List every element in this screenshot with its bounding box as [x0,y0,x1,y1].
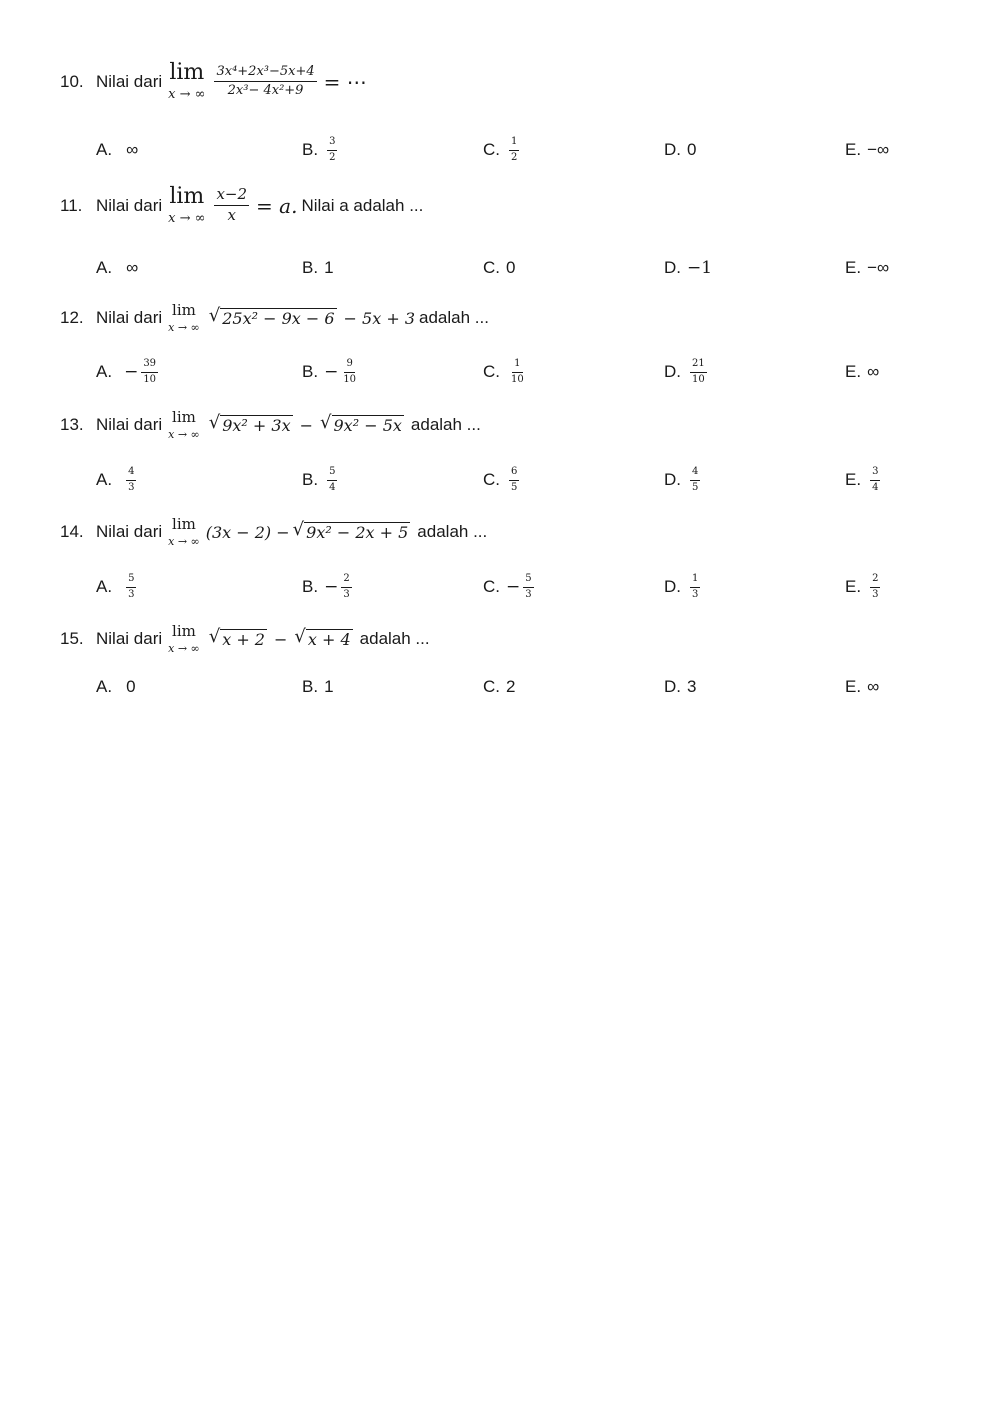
option-sign: − [324,362,339,382]
option-label: B. [302,258,319,277]
option-label: C. [483,258,500,277]
option-e[interactable] [845,248,889,288]
option-fraction [327,137,337,163]
question-15 [60,624,430,654]
limit-operator [168,186,205,225]
option-label: A. [96,577,113,596]
option-d[interactable] [664,130,696,170]
fraction-denominator: 4 [872,481,879,493]
fraction-denominator: 10 [511,373,524,385]
question-ending: adalah ... [410,415,481,434]
option-label: B. [302,362,319,381]
option-value: 2 [506,677,516,696]
question-14 [60,517,487,547]
square-root-2 [320,412,404,436]
option-value: 1 [324,258,334,277]
question-intro: Nilai dari [96,195,163,215]
option-label: E. [845,362,862,381]
option-e[interactable] [845,667,879,707]
fraction-numerator: 9 [344,359,354,373]
question-number: 14. [60,522,84,541]
option-b[interactable] [302,567,355,607]
option-fraction [690,359,707,385]
lim-subscript: x → ∞ [168,211,206,226]
option-label: C. [483,577,500,596]
option-c[interactable] [483,460,522,500]
option-fraction [509,137,519,163]
option-sign: − [124,362,139,382]
question-intro: Nilai dari [96,308,163,327]
option-fraction [341,574,351,600]
fraction-numerator: 6 [509,467,519,481]
minus-operator: − [273,629,288,649]
radical-sign-icon: √ [208,626,221,648]
radicand: x + 4 [307,630,351,650]
option-label: B. [302,140,319,159]
option-label: C. [483,140,500,159]
radicand: 9x² − 2x + 5 [306,523,409,543]
option-c[interactable] [483,248,515,288]
option-label: D. [664,362,681,381]
option-value: ∞ [126,258,139,277]
option-value: 1 [324,677,334,696]
radical-sign-icon: √ [208,305,221,327]
square-root-2 [294,626,352,650]
radical-sign-icon: √ [292,519,305,541]
limit-operator [168,410,200,440]
fraction-denominator: 10 [343,373,357,385]
options-row-14 [96,567,956,607]
fraction-numerator: 4 [690,467,700,481]
question-ending: adalah ... [417,522,488,541]
option-fraction [870,467,880,493]
question-ending: adalah ... [419,308,489,327]
square-root-1 [208,412,293,436]
option-b[interactable] [302,130,340,170]
lim-subscript: x → ∞ [168,87,206,102]
fraction-numerator: 4 [126,467,136,481]
fraction-numerator: 3 [327,137,337,151]
radicand: 9x² − 5x [333,416,402,436]
option-b[interactable] [302,460,340,500]
option-b[interactable] [302,352,361,392]
minus-operator: − [299,415,314,435]
fraction-numerator: 2 [341,574,351,588]
options-row-15 [96,667,956,707]
option-d[interactable] [664,352,710,392]
option-fraction [690,574,700,600]
option-fraction [690,467,700,493]
option-value: 0 [687,140,697,159]
fraction-numerator: 1 [512,359,522,373]
option-b[interactable] [302,248,334,288]
option-d[interactable] [664,248,712,288]
option-label: E. [845,470,862,489]
question-13 [60,410,481,440]
fraction-numerator: 39 [141,359,158,373]
option-value: 0 [506,258,516,277]
option-e[interactable] [845,352,879,392]
expression-pre: (3x − 2) − [205,522,290,542]
limit-fraction [214,65,316,97]
options-row-13 [96,460,956,500]
fraction-denominator: 3 [525,588,532,600]
option-e[interactable] [845,460,883,500]
fraction-denominator: 5 [692,481,699,493]
option-label: D. [664,140,681,159]
option-value: −1 [687,258,713,278]
option-label: C. [483,362,500,381]
option-label: E. [845,258,862,277]
question-number: 13. [60,415,84,434]
fraction-denominator: 2 [511,151,518,163]
fraction-numerator: 2 [870,574,880,588]
fraction-numerator: 3 [870,467,880,481]
fraction-numerator: 3x⁴+2x³−5x+4 [214,65,316,82]
option-fraction [126,574,136,600]
option-value: ∞ [126,140,139,159]
option-label: E. [845,577,862,596]
option-value: 0 [126,677,136,696]
option-sign: − [506,577,521,597]
option-a[interactable] [96,567,139,607]
option-label: B. [302,577,319,596]
lim-subscript: x → ∞ [168,321,200,334]
option-label: A. [96,362,113,381]
option-fraction [509,359,526,385]
limit-operator [168,303,200,333]
fraction-denominator: 4 [329,481,336,493]
question-ending: adalah ... [359,629,430,648]
option-fraction [341,359,358,385]
radicand: 25x² − 9x − 6 [222,309,335,329]
expression-rest: − 5x + 3 [343,308,415,328]
square-root-1 [208,626,267,650]
lim-word: lim [172,408,196,426]
question-number: 15. [60,629,84,648]
fraction-denominator: 10 [692,373,705,385]
option-c[interactable] [483,567,537,607]
option-label: B. [302,470,319,489]
option-label: E. [845,140,862,159]
fraction-denominator: 3 [128,588,135,600]
square-root [208,305,337,329]
lim-word: lim [169,60,205,85]
option-label: B. [302,677,319,696]
option-label: A. [96,677,113,696]
question-intro: Nilai dari [96,629,163,648]
lim-word: lim [169,184,205,209]
fraction-numerator: 21 [690,359,707,373]
options-row-10 [96,130,956,170]
fraction-numerator: 1 [690,574,700,588]
option-e[interactable] [845,567,883,607]
question-10 [60,62,367,101]
option-c[interactable] [483,352,529,392]
option-d[interactable] [664,567,703,607]
option-a[interactable] [96,460,139,500]
limit-operator [168,624,200,654]
fraction-denominator: 3 [343,588,350,600]
radicand: 9x² + 3x [222,416,291,436]
question-intro: Nilai dari [96,71,163,91]
lim-word: lim [172,301,196,319]
option-a[interactable] [96,130,138,170]
lim-word: lim [172,622,196,640]
option-a[interactable] [96,667,136,707]
option-c[interactable] [483,667,515,707]
option-label: D. [664,258,681,277]
square-root [292,519,411,543]
option-label: D. [664,677,681,696]
option-c[interactable] [483,130,522,170]
fraction-numerator: 5 [327,467,337,481]
option-value: ∞ [867,362,880,381]
option-fraction [870,574,880,600]
expression-tail: = ⋯ [323,69,367,94]
fraction-numerator: 1 [509,137,519,151]
lim-subscript: x → ∞ [168,428,200,441]
option-value: −∞ [867,140,890,159]
option-fraction [141,359,158,385]
question-intro: Nilai dari [96,522,163,541]
fraction-denominator: 5 [511,481,518,493]
options-row-12 [96,352,956,392]
fraction-denominator: 2x³− 4x²+9 [227,83,304,98]
radical-sign-icon: √ [208,412,221,434]
option-d[interactable] [664,667,696,707]
option-label: E. [845,677,862,696]
option-a[interactable] [96,352,161,392]
option-fraction [523,574,533,600]
options-row-11 [96,248,956,288]
option-a[interactable] [96,248,138,288]
limit-operator [168,517,200,547]
radical-sign-icon: √ [294,626,306,648]
fraction-denominator: 3 [872,588,879,600]
expression-tail: = a. [256,193,298,218]
lim-subscript: x → ∞ [168,535,200,548]
fraction-denominator: 2 [329,151,336,163]
lim-subscript: x → ∞ [168,642,200,655]
option-value: 3 [687,677,697,696]
option-value: ∞ [867,677,880,696]
option-d[interactable] [664,460,703,500]
option-e[interactable] [845,130,889,170]
fraction-denominator: 3 [128,481,135,493]
fraction-denominator: 3 [692,588,699,600]
question-number: 11. [60,195,83,215]
option-fraction [509,467,519,493]
option-label: A. [96,258,113,277]
question-12 [60,303,489,333]
option-label: C. [483,470,500,489]
option-label: D. [664,577,681,596]
lim-word: lim [172,515,196,533]
option-label: A. [96,140,113,159]
question-after-text: Nilai a adalah ... [301,195,424,215]
option-sign: − [324,577,339,597]
fraction-denominator: x [227,206,236,224]
fraction-numerator: 5 [523,574,533,588]
option-fraction [126,467,136,493]
fraction-numerator: x−2 [214,187,249,206]
limit-operator [168,62,205,101]
question-11 [60,186,423,225]
question-number: 12. [60,308,84,327]
option-b[interactable] [302,667,334,707]
radicand: x + 2 [222,630,265,650]
option-label: C. [483,677,500,696]
radical-sign-icon: √ [320,412,332,434]
fraction-numerator: 5 [126,574,136,588]
fraction-denominator: 10 [143,373,157,385]
option-value: −∞ [867,258,890,277]
option-label: A. [96,470,113,489]
option-fraction [327,467,337,493]
question-number: 10. [60,71,84,91]
option-label: D. [664,470,681,489]
question-intro: Nilai dari [96,415,163,434]
limit-fraction [214,187,249,224]
